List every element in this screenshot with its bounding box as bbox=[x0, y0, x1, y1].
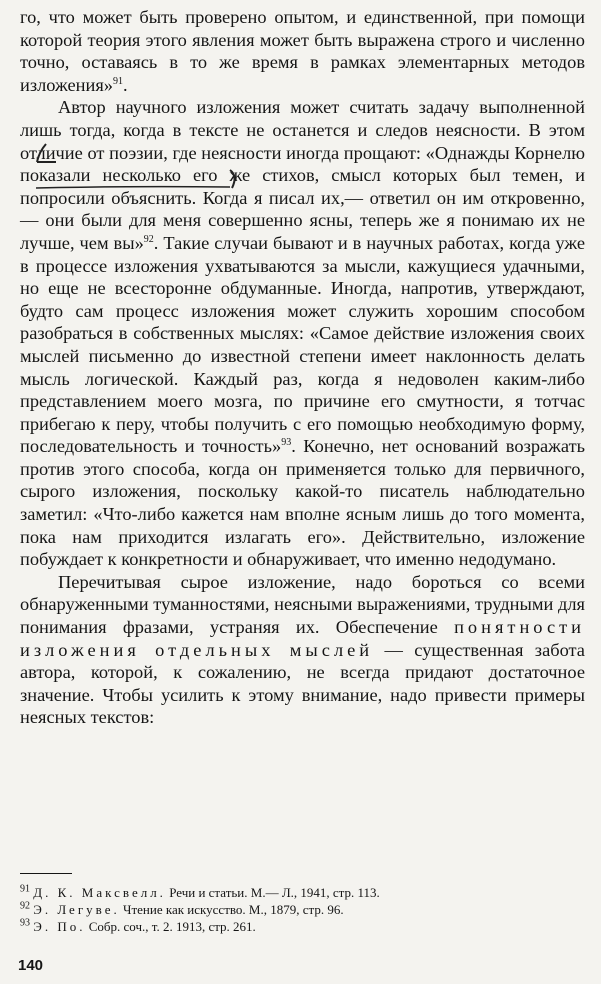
paragraph-3-text-a: Перечитывая сырое изложение, надо бороться со всеми обнаруженными туманностями, неясными выражениями, трудными для понимания фразами, устраняя их. Обеспечение bbox=[20, 571, 585, 638]
paragraph-1-text: го, что может быть проверено опытом, и единственной, при помощи которой теория этого явления может быть выражена строго и численно точно, оставаясь в то же время в рамках элементарных методов изложения» bbox=[20, 7, 585, 95]
footnote-ref-92: 92 bbox=[143, 233, 154, 245]
footnote-ref-93: 93 bbox=[281, 437, 292, 449]
paragraph-1-end: . bbox=[123, 74, 128, 95]
footnote-author: Э. Легуве. bbox=[33, 902, 120, 917]
footnote-92 bbox=[20, 901, 585, 918]
footnote-source: Собр. соч., т. 2. 1913, стр. 261. bbox=[85, 919, 256, 934]
footnote-number: 91 bbox=[20, 883, 30, 895]
paragraph-3 bbox=[20, 571, 585, 729]
footnote-number: 92 bbox=[20, 900, 30, 912]
page-number: 140 bbox=[18, 957, 44, 974]
footnote-author: Д. К. Максвелл. bbox=[33, 885, 166, 900]
main-text bbox=[20, 6, 585, 729]
footnotes bbox=[20, 884, 585, 935]
paragraph-2 bbox=[20, 96, 585, 570]
spaced-emphasis: понятности изложения отдельных мыслей bbox=[20, 617, 585, 660]
footnote-ref-91: 91 bbox=[113, 75, 123, 87]
footnote-source: Чтение как искусство. М., 1879, стр. 96. bbox=[119, 902, 344, 917]
footnote-93 bbox=[20, 918, 585, 935]
paragraph-1 bbox=[20, 6, 585, 96]
paragraph-2-text-a: Автор научного изложения может считать задачу выполненной лишь тогда, когда в тексте не останется и следов неясности. В этом отличие от поэзии, где неясности иногда прощают: «Однажды Корнелю показали несколько его же стихов, смысл которых был темен, и попросили объяснить. Когда я писал их,— ответил он им откровенно,— они были для меня совершенно ясны, теперь же я понимаю их не лучше, чем вы» bbox=[20, 97, 585, 253]
footnote-91 bbox=[20, 884, 585, 901]
paragraph-3-text-b: — существенная забота автора, которой, к сожалению, не всегда придают достаточное значение. Чтобы усилить к этому внимание, надо привести примеры неясных текстов: bbox=[20, 639, 585, 728]
footnote-author: Э. По. bbox=[33, 919, 86, 934]
footnote-source: Речи и статьи. М.— Л., 1941, стр. 113. bbox=[165, 885, 380, 900]
footnote-number: 93 bbox=[20, 917, 30, 929]
footnote-divider bbox=[20, 873, 72, 874]
paragraph-2-text-c: . Конечно, нет оснований возражать против этого способа, когда он применяется только для первичного, сырого изложения, поскольку какой-то писатель наблюдательно заметил: «Что-либо кажется нам вполне ясным лишь до того момента, пока нам приходится излагать его». Действительно, изложение побуждает к конкретности и обнаруживает, что именно недодумано. bbox=[20, 436, 586, 570]
paragraph-2-text-b: . Такие случаи бывают и в научных работах, когда уже в процессе изложения ухватываются за мысли, кажущиеся удачными, но еще не всесторонне обдуманные. Иногда, напротив, утверждают, будто сам процесс изложения может служить хорошим способом разобраться в собственных мыслях: «Самое действие изложения своих мыслей письменно до известной степени имеет наклонность делать мысль логической. Каждый раз, когда я недоволен каким-либо представлением моего мозга, по причине его смутности, я тотчас прибегаю к перу, чтобы получить с его помощью необходимую форму, последовательность и точность» bbox=[20, 232, 585, 457]
